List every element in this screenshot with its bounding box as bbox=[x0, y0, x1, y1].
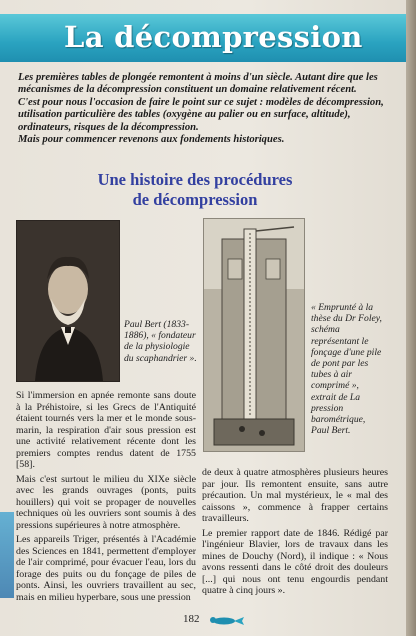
portrait-photo bbox=[16, 220, 120, 382]
portrait-caption: Paul Bert (1833-1886), « fondateur de la physiologie du scaphandrier ». bbox=[124, 319, 197, 364]
intro-line: Mais pour commencer revenons aux fondements historiques. bbox=[18, 134, 285, 146]
section-heading-line: de décompression bbox=[132, 190, 258, 209]
intro-line: Les premières tables de plongée remontent à moins d'un siècle. Autant dire que les mécanismes de la décompression constituent un domaine relativement récent. bbox=[18, 72, 378, 96]
body-paragraph: Si l'immersion en apnée remonte sans doute à la Préhistoire, si les Grecs de l'Antiquité étaient tournés vers la mer et le monde sous-marin, la respiration d'air sous pression est une activité relativement récente dont les premiers comptes rendus datent de 1755 [58]. bbox=[16, 390, 196, 470]
portrait-illustration bbox=[17, 221, 119, 381]
page-number: 182 bbox=[183, 613, 200, 625]
margin-decoration bbox=[0, 512, 14, 598]
intro-paragraph bbox=[18, 72, 388, 146]
caisson-illustration bbox=[204, 219, 304, 451]
body-column-left bbox=[16, 390, 196, 606]
body-paragraph: Le premier rapport date de 1846. Rédigé par l'ingénieur Blavier, lors de travaux dans les mines de Douchy (Nord), il indique : « Nous avons ressenti dans le côté droit des douleurs [...] qui nous ont tenu engourdis pendant quatre à cinq jours ». bbox=[202, 527, 388, 596]
book-gutter bbox=[406, 0, 416, 636]
intro-line: C'est pour nous l'occasion de faire le point sur ce sujet : modèles de décompression, utilisation particulière des tables (oxygène au palier ou en surface, altitude), ordinateurs, risques de la décompression. bbox=[18, 96, 384, 133]
section-heading-line: Une histoire des procédures bbox=[97, 170, 293, 189]
body-paragraph: de deux à quatre atmosphères plusieurs heures par jour. Ils remontent ensuite, sans autre précaution. Un mal mystérieux, le « mal des caissons », commence à frapper certains travailleurs. bbox=[202, 467, 388, 524]
body-column-right bbox=[202, 467, 388, 600]
page-title: La décompression bbox=[64, 20, 363, 54]
body-paragraph: Mais c'est surtout le milieu du XIXe siècle avec les grands ouvrages (ponts, puits houillers) qui voit se propager de nouvelles techniques où les ouvriers sont soumis à des pressions supérieures à notre atmosphère. bbox=[16, 473, 196, 531]
title-banner bbox=[0, 14, 408, 62]
body-paragraph: Les appareils Triger, présentés à l'Académie des Sciences en 1841, permettent d'employer de l'air comprimé, pour évacuer l'eau, lors du forage des puits ou du fonçage de piles de ponts. Ainsi, les ouvriers travaillent au sec, mais en milieu hyperbare, sous une pression bbox=[16, 534, 196, 603]
diagram-caption: « Emprunté à la thèse du Dr Foley, schéma représentant le fonçage d'une pile de pont par les tubes à air comprimé », extrait de La pression barométrique, Paul Bert. bbox=[311, 302, 382, 437]
caisson-diagram bbox=[203, 218, 305, 452]
diver-icon bbox=[206, 614, 246, 628]
section-heading bbox=[70, 170, 320, 210]
